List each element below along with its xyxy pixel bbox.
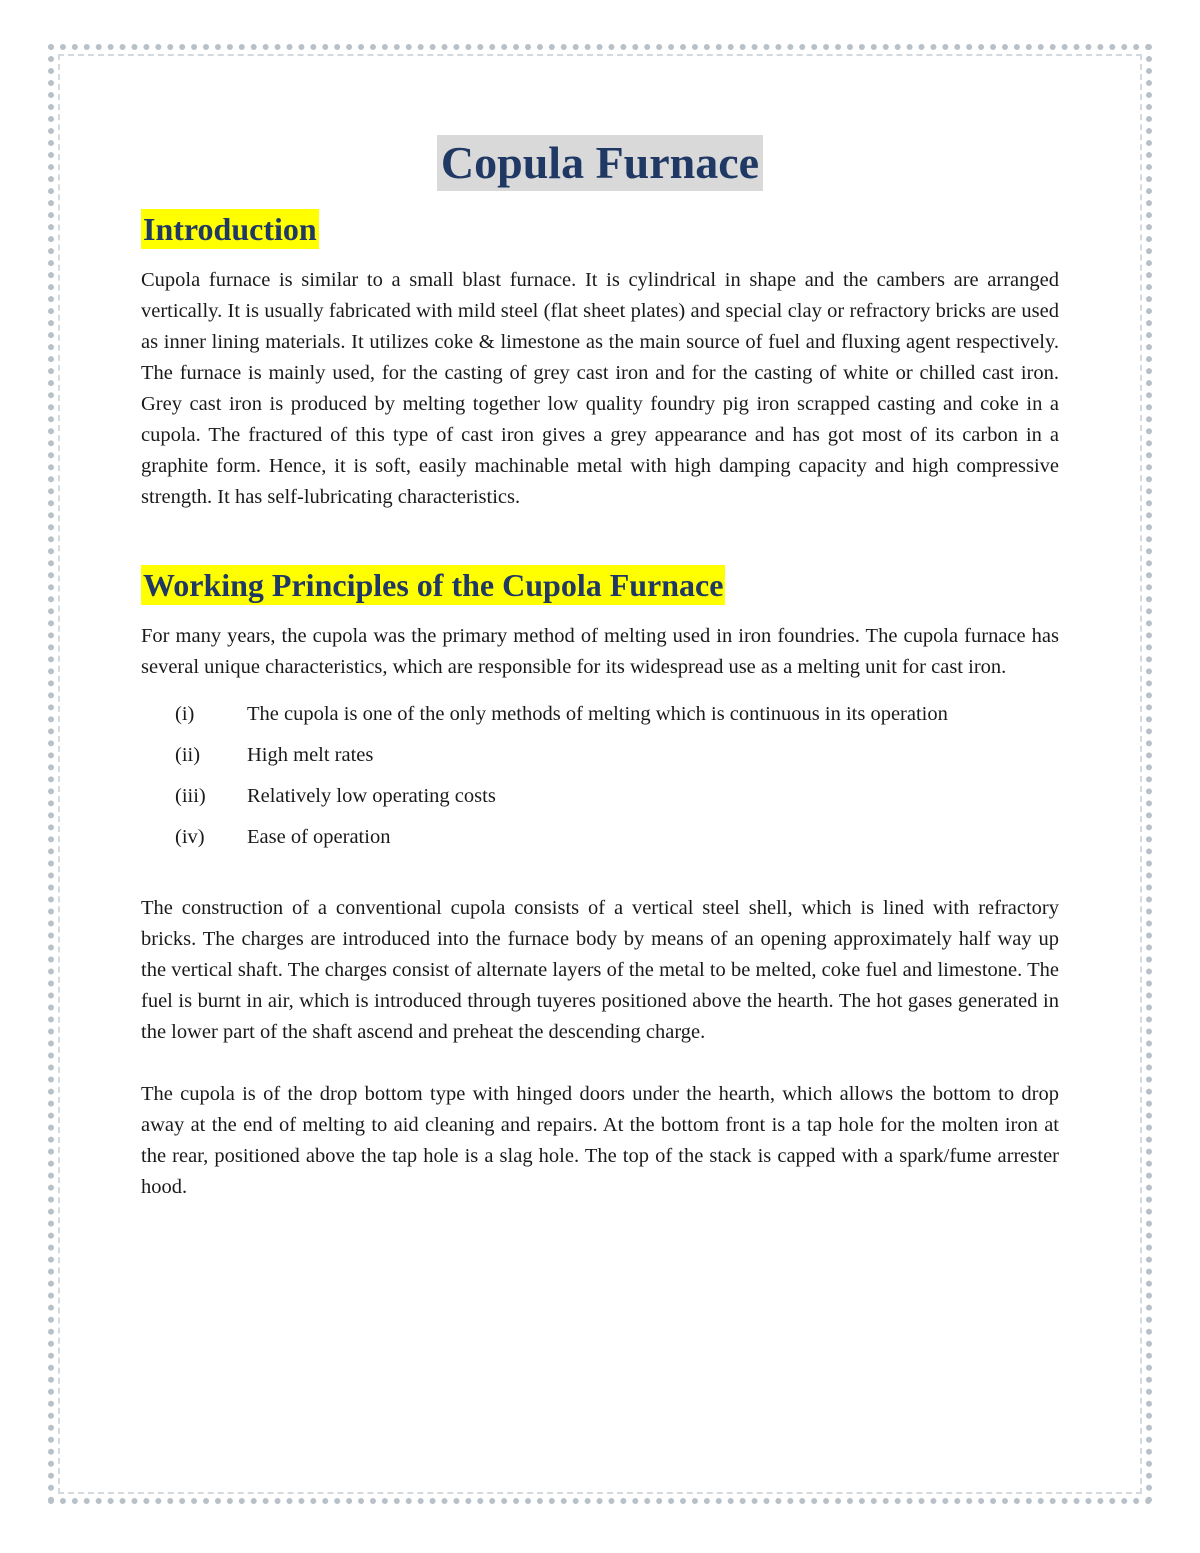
list-item — [141, 781, 1059, 812]
list-item-number: (ii) — [175, 744, 201, 766]
list-item — [141, 822, 1059, 853]
list-item — [141, 740, 1059, 771]
list-item-text: High melt rates — [247, 744, 374, 766]
list-item-number: (iv) — [175, 826, 205, 848]
introduction-paragraph: Cupola furnace is similar to a small blast furnace. It is cylindrical in shape and the cambers are arranged vertically. It is usually fabricated with mild steel (flat sheet plates) and special clay or refractory bricks are used as inner lining materials. It utilizes coke & limestone as the main source of fuel and fluxing agent respectively. The furnace is mainly used, for the casting of grey cast iron and for the casting of white or chilled cast iron. Grey cast iron is produced by melting together low quality foundry pig iron scrapped casting and coke in a cupola. The fractured of this type of cast iron gives a grey appearance and has got most of its carbon in a graphite form. Hence, it is soft, easily machinable metal with high damping capacity and high compressive strength. It has self-lubricating characteristics. — [141, 269, 1059, 508]
list-item-number: (i) — [175, 703, 195, 725]
list-item-text: Ease of operation — [247, 826, 391, 848]
characteristics-list — [141, 699, 1059, 853]
working-principles-heading: Working Principles of the Cupola Furnace — [143, 567, 724, 603]
title-container — [141, 135, 1059, 191]
list-item — [141, 699, 1059, 730]
introduction-heading-row — [141, 209, 1059, 249]
drop-bottom-paragraph: The cupola is of the drop bottom type with hinged doors under the hearth, which allows the bottom to drop away at the end of melting to aid cleaning and repairs. At the bottom front is a tap hole for the molten iron at the rear, positioned above the tap hole is a slag hole. The top of the stack is capped with a spark/fume arrester hood. — [141, 1083, 1059, 1198]
list-item-number: (iii) — [175, 785, 206, 807]
list-item-text: The cupola is one of the only methods of melting which is continuous in its operation — [247, 703, 948, 725]
working-principles-heading-row — [141, 565, 1059, 605]
list-item-text: Relatively low operating costs — [247, 785, 496, 807]
document-body — [141, 135, 1059, 1203]
construction-paragraph: The construction of a conventional cupola consists of a vertical steel shell, which is lined with refractory bricks. The charges are introduced into the furnace body by means of an opening approximately half way up the vertical shaft. The charges consist of alternate layers of the metal to be melted, coke fuel and limestone. The fuel is burnt in air, which is introduced through tuyeres positioned above the hearth. The hot gases generated in the lower part of the shaft ascend and preheat the descending charge. — [141, 897, 1059, 1043]
document-title: Copula Furnace — [437, 135, 763, 191]
working-intro-paragraph: For many years, the cupola was the primary method of melting used in iron foundries. The cupola furnace has several unique characteristics, which are responsible for its widespread use as a melting unit for cast iron. — [141, 625, 1059, 678]
introduction-heading: Introduction — [143, 211, 317, 247]
